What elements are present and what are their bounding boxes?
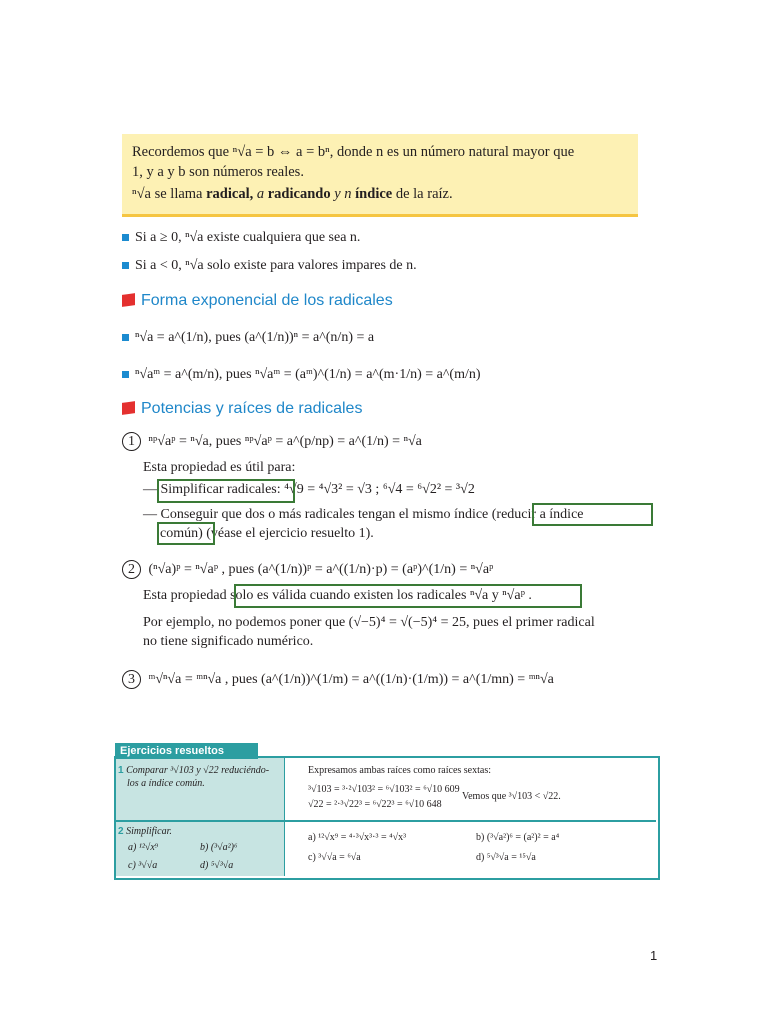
bullet-icon [122, 371, 129, 378]
intro-line-1: Recordemos que ⁿ√a = b ⇔ a = bⁿ, donde n es un número natural mayor que [132, 144, 575, 160]
intro-line-2: 1, y a y b son números reales. [132, 164, 304, 180]
section-title [122, 292, 393, 310]
exercise-2-item: d) ⁵√³√a [200, 860, 234, 871]
highlight-box [157, 479, 295, 503]
term-indice: índice [355, 186, 393, 202]
exercise-text: Comparar ³√103 y √22 reduciéndo- [126, 765, 270, 776]
bullet-item [122, 230, 360, 246]
exercise-2-statement [118, 826, 172, 838]
exercise-text: Simplificar. [126, 826, 172, 837]
term-radicando: radicando [267, 186, 331, 202]
bullet-text: Si a ≥ 0, ⁿ√a existe cualquiera que sea n. [135, 230, 361, 245]
property-formula: ⁿᵖ√aᵖ = ⁿ√a, pues ⁿᵖ√aᵖ = a^(p/np) = a^(1/n) = ⁿ√a [148, 434, 422, 449]
section-title-text: Forma exponencial de los radicales [141, 292, 393, 309]
property-1-dash-2 [143, 507, 584, 523]
simplify-example: ⁴√9 = ⁴√3² = √3 ; ⁶√4 = ⁶√2² = ³√2 [284, 482, 475, 497]
property-number: 1 [122, 432, 141, 451]
exercise-1-statement-2: los a índice común. [127, 778, 205, 789]
highlight-box [532, 503, 653, 526]
exercise-2-item: b) (³√a²)⁶ [200, 842, 238, 853]
section-marker-icon [122, 401, 135, 415]
divider [116, 820, 656, 822]
bullet-icon [122, 262, 129, 269]
highlight-solo-valida: solo es válida cuando existen los radicales ⁿ√a y ⁿ√aᵖ . [230, 588, 532, 603]
exercise-number: 2 [118, 826, 124, 837]
highlight-box [234, 584, 582, 608]
definition-box [122, 134, 638, 217]
formula-text: ⁿ√a = a^(1/n), pues (a^(1/n))ⁿ = a^(n/n) = a [135, 330, 375, 345]
exercise-2-solution: d) ⁵√³√a = ¹⁵√a [476, 852, 536, 863]
divider [284, 758, 285, 876]
property-1-text: Esta propiedad es útil para: [143, 460, 296, 475]
dash: — [143, 482, 157, 497]
exercise-2-item: c) ³√√a [128, 860, 158, 871]
property-2-pre: Esta propiedad [143, 588, 227, 603]
property-2 [122, 560, 493, 579]
highlight-simplificar: Simplificar radicales: [160, 482, 281, 497]
formula-exponential-1 [122, 330, 374, 346]
term-radical: radical, [206, 186, 254, 202]
exercise-2-item: a) ¹²√x⁹ [128, 842, 159, 853]
section-title [122, 400, 362, 418]
exercise-1-solution-intro: Expresamos ambas raíces como raíces sextas: [308, 765, 491, 776]
exercise-2-solution: c) ³√√a = ⁶√a [308, 852, 361, 863]
bullet-icon [122, 334, 129, 341]
property-formula: (ⁿ√a)ᵖ = ⁿ√aᵖ , pues (a^(1/n))ᵖ = a^((1/n)·p) = (aᵖ)^(1/n) = ⁿ√aᵖ [148, 562, 494, 577]
exercise-1-conclusion: Vemos que ³√103 < √22. [462, 791, 561, 802]
exercise-1-statement [118, 765, 269, 777]
section-marker-icon [122, 293, 135, 307]
intro-line-3-post: de la raíz. [395, 186, 453, 202]
page-number: 1 [650, 948, 658, 963]
dash-text: — Conseguir que dos o más radicales tengan el mismo índice [143, 507, 489, 522]
exercise-number: 1 [118, 765, 124, 776]
property-number: 3 [122, 670, 141, 689]
formula-text: ⁿ√aᵐ = a^(m/n), pues ⁿ√aᵐ = (aᵐ)^(1/n) = a^(m·1/n) = a^(m/n) [135, 367, 481, 382]
intro-line-3 [132, 186, 453, 203]
formula-exponential-2 [122, 367, 481, 383]
bullet-item [122, 258, 417, 274]
term-a: a [256, 186, 265, 202]
highlight-reducir: (reducir a índice [491, 507, 584, 522]
property-3 [122, 670, 554, 689]
term-y-n: y n [334, 186, 352, 202]
bullet-text: Si a < 0, ⁿ√a solo existe para valores impares de n. [135, 258, 417, 273]
dash-post: (véase el ejercicio resuelto 1). [206, 526, 374, 541]
property-formula: ᵐ√ⁿ√a = ᵐⁿ√a , pues (a^(1/n))^(1/m) = a^((1/n)·(1/m)) = a^(1/mn) = ᵐⁿ√a [148, 672, 554, 687]
exercise-1-solution-line: ³√103 = ³·²√103² = ⁶√103² = ⁶√10 609 [308, 784, 460, 795]
highlight-comun: común) [160, 526, 203, 541]
exercise-1-solution-line: √22 = ²·³√22³ = ⁶√22³ = ⁶√10 648 [308, 799, 442, 810]
bullet-icon [122, 234, 129, 241]
exercises-header: Ejercicios resueltos [115, 743, 258, 759]
property-2-example-1: Por ejemplo, no podemos poner que (√−5)⁴ = √(−5)⁴ = 25, pues el primer radical [143, 615, 595, 630]
section-title-text: Potencias y raíces de radicales [141, 400, 363, 417]
property-1 [122, 432, 422, 451]
exercise-2-solution: a) ¹²√x⁹ = ⁴·³√x³·³ = ⁴√x³ [308, 832, 407, 843]
highlight-box [157, 522, 215, 545]
exercise-2-solution: b) (³√a²)⁶ = (a²)² = a⁴ [476, 832, 560, 843]
property-2-example-2: no tiene significado numérico. [143, 634, 314, 649]
property-number: 2 [122, 560, 141, 579]
intro-line-3-pre: ⁿ√a se llama [132, 186, 203, 202]
